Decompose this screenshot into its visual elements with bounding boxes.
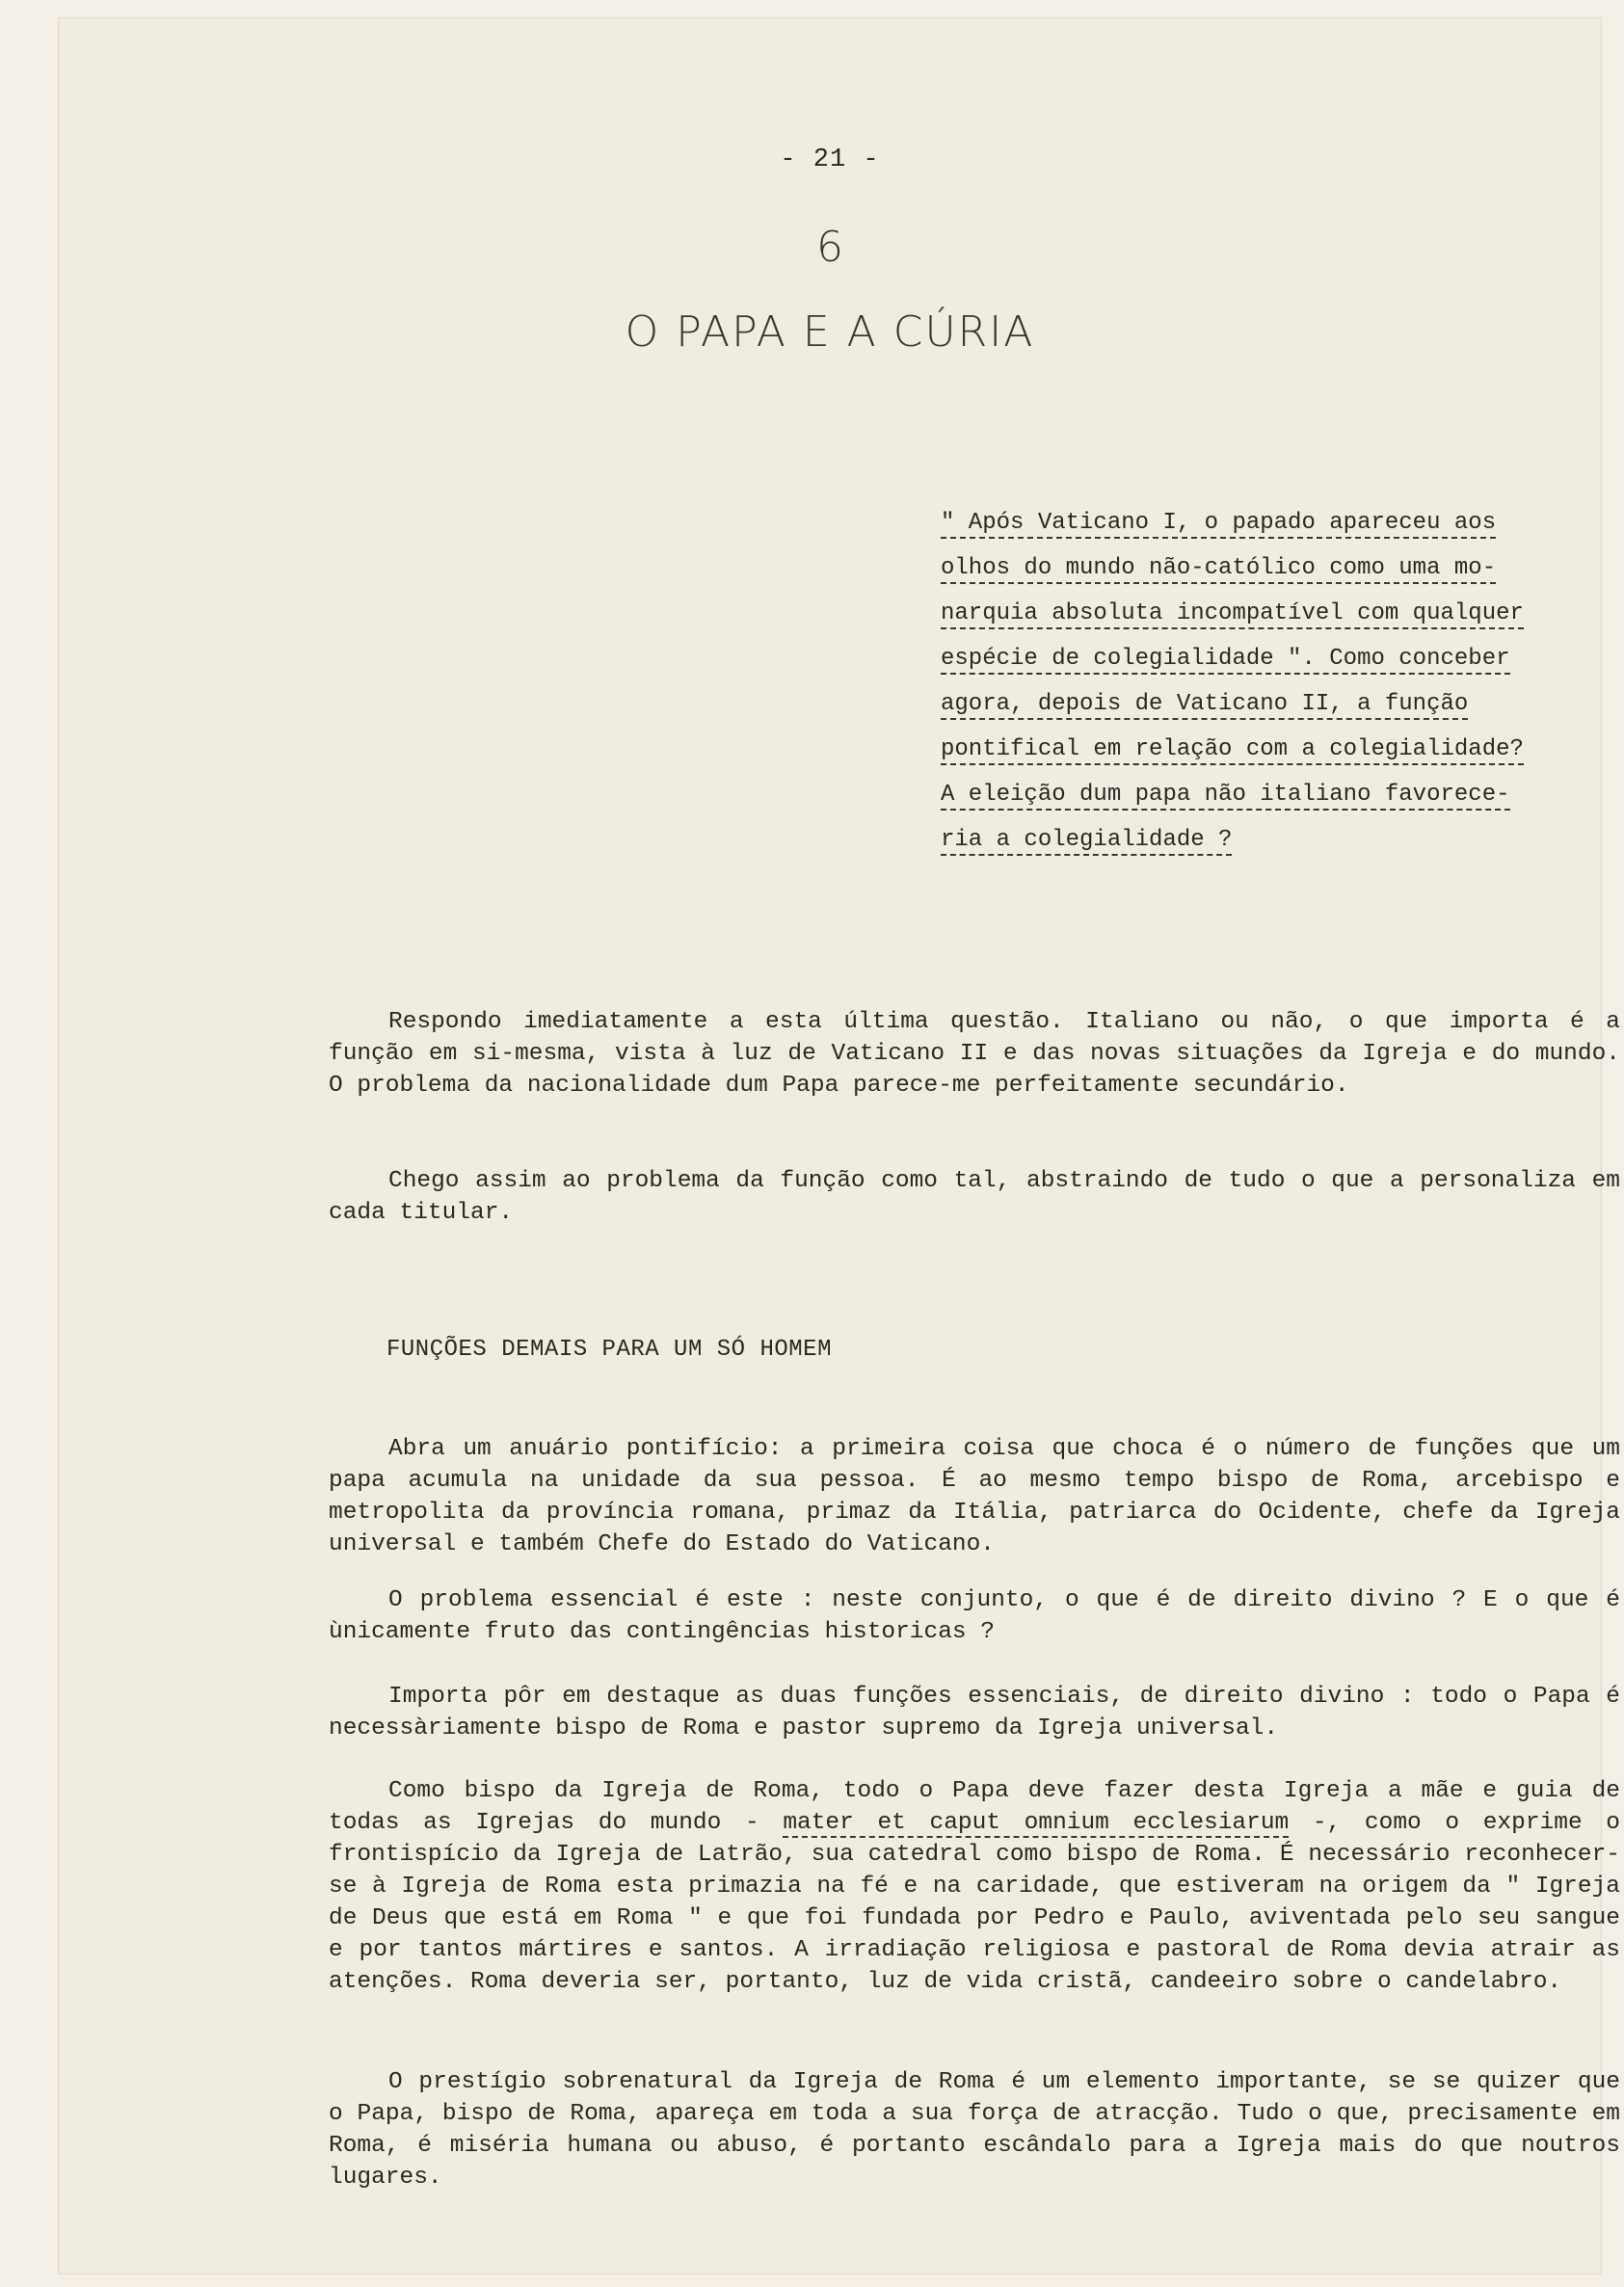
epigraph-line: espécie de colegialidade ". Como conceber — [941, 636, 1577, 681]
epigraph-line: narquia absoluta incompatível com qualquer — [941, 591, 1577, 636]
chapter-title: O PAPA E A CÚRIA — [625, 307, 1035, 357]
epigraph-line: olhos do mundo não-católico como uma mo- — [941, 545, 1577, 591]
paragraph-essential-functions: Importa pôr em destaque as duas funções essenciais, de direito divino : todo o Papa é necessàriamente bispo de Roma e pastor supremo da Igreja universal. — [329, 1684, 1620, 1742]
document-page — [58, 17, 1620, 2274]
paragraph-prestige: O prestígio sobrenatural da Igreja de Roma é um elemento importante, se se quizer que o Papa, bispo de Roma, apareça em toda a sua força de atracção. Tudo o que, precisamente em Roma, é miséria humana ou abuso, é portanto escândalo para a Igreja mais do que noutros lugares. — [329, 2069, 1620, 2191]
text-run: Como bispo da Igreja de Roma, todo o Papa deve fazer desta Igreja a mãe e guia de todas as Igrejas do mundo - — [329, 1778, 1620, 1836]
paragraph-essential-problem: O problema essencial é este : neste conjunto, o que é de direito divino ? E o que é ùnicamente fruto das contingências historicas ? — [329, 1587, 1620, 1645]
chapter-number: 6 — [816, 223, 843, 272]
epigraph-line: A eleição dum papa não italiano favorece- — [941, 772, 1577, 817]
epigraph-line: pontifical em relação com a colegialidade? — [941, 727, 1577, 772]
epigraph-quote — [941, 500, 1577, 863]
epigraph-line: " Após Vaticano I, o papado apareceu aos — [941, 500, 1577, 545]
paragraph-bishop-of-rome — [329, 1775, 1620, 1998]
paragraph-annuario: Abra um anuário pontifício: a primeira coisa que choca é o número de funções que um papa acumula na unidade da sua pessoa. É ao mesmo tempo bispo de Roma, arcebispo e metropolita da província romana, primaz da Itália, patriarca do Ocidente, chefe da Igreja universal e também Chefe do Estado do Vaticano. — [329, 1436, 1620, 1557]
latin-phrase: mater et caput omnium ecclesiarum — [783, 1810, 1290, 1836]
epigraph-line: ria a colegialidade ? — [941, 817, 1577, 863]
section-heading: FUNÇÕES DEMAIS PARA UM SÓ HOMEM — [386, 1337, 832, 1363]
text-run: -, como o exprime o frontispício da Igreja de Latrão, sua catedral como bispo de Roma. É necessário reconhecer-se à Igreja de Roma esta primazia na fé e na caridade, que estiveram na origem da " Igreja de Deus que está em Roma " e que foi fundada por Pedro e Paulo, aviventada pelo seu sangue e por tantos mártires e santos. A irradiação religiosa e pastoral de Roma devia atrair as atenções. Roma deveria ser, portanto, luz de vida cristã, candeeiro sobre o candelabro. — [329, 1810, 1620, 1995]
paragraph-function: Chego assim ao problema da função como tal, abstraindo de tudo o que a personaliza em cada titular. — [329, 1168, 1620, 1226]
epigraph-line: agora, depois de Vaticano II, a função — [941, 681, 1577, 727]
paragraph-response: Respondo imediatamente a esta última questão. Italiano ou não, o que importa é a função em si-mesma, vista à luz de Vaticano II e das novas situações da Igreja e do mundo. O problema da nacionalidade dum Papa parece-me perfeitamente secundário. — [329, 1009, 1620, 1099]
page-number: - 21 - — [780, 146, 880, 174]
